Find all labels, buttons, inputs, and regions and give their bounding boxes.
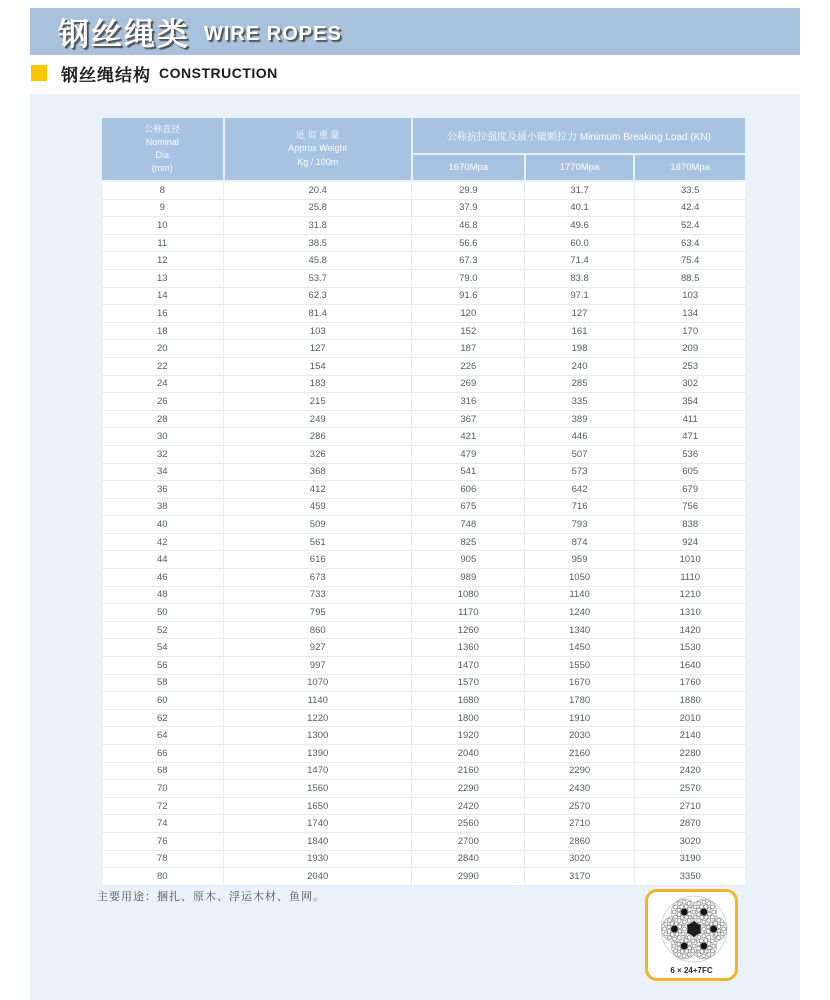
mbl-1670-cell: 91.6 (412, 287, 525, 305)
dia-cell: 20 (101, 340, 224, 358)
table-row (101, 745, 746, 763)
table-row (101, 533, 746, 551)
header-approx-weight-en2: Kg / 100m (297, 156, 339, 167)
mbl-1770-cell: 1910 (525, 709, 635, 727)
table-row (101, 287, 746, 305)
mbl-1670-cell: 421 (412, 428, 525, 446)
weight-cell: 927 (224, 639, 412, 657)
page-title-chinese: 钢丝绳类 (58, 17, 190, 52)
dia-cell: 16 (101, 305, 224, 323)
table-row (101, 305, 746, 323)
mbl-1870-cell: 2140 (634, 727, 746, 745)
mbl-1870-cell: 3350 (634, 868, 746, 886)
mbl-1870-cell: 924 (634, 533, 746, 551)
mbl-1670-cell: 1470 (412, 657, 525, 675)
mbl-1870-cell: 354 (634, 393, 746, 411)
mbl-1770-cell: 716 (525, 498, 635, 516)
mbl-1670-cell: 316 (412, 393, 525, 411)
weight-cell: 154 (224, 357, 412, 375)
mbl-1870-cell: 2420 (634, 762, 746, 780)
mbl-1670-cell: 37.9 (412, 199, 525, 217)
mbl-1770-cell: 573 (525, 463, 635, 481)
dia-cell: 74 (101, 815, 224, 833)
page-title-english: WIRE ROPES (204, 23, 342, 45)
weight-cell: 127 (224, 340, 412, 358)
table-row (101, 551, 746, 569)
table-row (101, 639, 746, 657)
main-uses-footnote: 主要用途：捆扎、原木、浮运木材、鱼网。 (97, 891, 325, 903)
mbl-1670-cell: 187 (412, 340, 525, 358)
header-nominal-dia-en1: Nominal (145, 136, 179, 147)
rope-cross-section-icon (655, 894, 733, 964)
mbl-1870-cell: 838 (634, 516, 746, 534)
dia-cell: 34 (101, 463, 224, 481)
weight-cell: 1740 (224, 815, 412, 833)
table-row (101, 569, 746, 587)
mbl-1870-cell: 2570 (634, 780, 746, 798)
mbl-1870-cell: 2010 (634, 709, 746, 727)
mbl-1770-cell: 3170 (525, 868, 635, 886)
dia-cell: 28 (101, 410, 224, 428)
weight-cell: 249 (224, 410, 412, 428)
mbl-1870-cell: 1640 (634, 657, 746, 675)
dia-cell: 76 (101, 832, 224, 850)
mbl-1770-cell: 60.0 (525, 234, 635, 252)
weight-cell: 286 (224, 428, 412, 446)
mbl-1670-cell: 56.6 (412, 234, 525, 252)
weight-cell: 733 (224, 586, 412, 604)
table-row (101, 463, 746, 481)
mbl-1770-cell: 793 (525, 516, 635, 534)
header-1770mpa: 1770Mpa (525, 154, 635, 181)
mbl-1670-cell: 120 (412, 305, 525, 323)
weight-cell: 183 (224, 375, 412, 393)
weight-cell: 1070 (224, 674, 412, 692)
mbl-1770-cell: 127 (525, 305, 635, 323)
dia-cell: 80 (101, 868, 224, 886)
mbl-1770-cell: 1240 (525, 604, 635, 622)
mbl-1770-cell: 97.1 (525, 287, 635, 305)
header-nominal-dia-en3: (mm) (151, 163, 173, 174)
mbl-1870-cell: 88.5 (634, 269, 746, 287)
mbl-1770-cell: 2290 (525, 762, 635, 780)
mbl-1870-cell: 3190 (634, 850, 746, 868)
dia-cell: 32 (101, 445, 224, 463)
mbl-1870-cell: 1760 (634, 674, 746, 692)
dia-cell: 46 (101, 569, 224, 587)
table-row (101, 815, 746, 833)
mbl-1870-cell: 1110 (634, 569, 746, 587)
mbl-1770-cell: 2160 (525, 745, 635, 763)
table-row (101, 586, 746, 604)
table-row (101, 516, 746, 534)
table-row (101, 393, 746, 411)
weight-cell: 795 (224, 604, 412, 622)
table-row (101, 199, 746, 217)
mbl-1670-cell: 29.9 (412, 181, 525, 199)
mbl-1770-cell: 1780 (525, 692, 635, 710)
table-row (101, 498, 746, 516)
mbl-1670-cell: 79.0 (412, 269, 525, 287)
weight-cell: 1470 (224, 762, 412, 780)
mbl-1670-cell: 367 (412, 410, 525, 428)
mbl-1870-cell: 1210 (634, 586, 746, 604)
table-row (101, 727, 746, 745)
table-row (101, 481, 746, 499)
mbl-1770-cell: 874 (525, 533, 635, 551)
mbl-1870-cell: 302 (634, 375, 746, 393)
weight-cell: 561 (224, 533, 412, 551)
mbl-1670-cell: 67.3 (412, 252, 525, 270)
dia-cell: 52 (101, 621, 224, 639)
table-row (101, 340, 746, 358)
weight-cell: 673 (224, 569, 412, 587)
mbl-1870-cell: 170 (634, 322, 746, 340)
header-approx-weight (224, 117, 412, 181)
mbl-1870-cell: 103 (634, 287, 746, 305)
weight-cell: 1840 (224, 832, 412, 850)
mbl-1670-cell: 1800 (412, 709, 525, 727)
wire-rope-spec-table (100, 116, 747, 886)
table-row (101, 234, 746, 252)
mbl-1870-cell: 2870 (634, 815, 746, 833)
dia-cell: 11 (101, 234, 224, 252)
header-nominal-dia-en2: Dia (155, 150, 170, 160)
mbl-1670-cell: 2160 (412, 762, 525, 780)
dia-cell: 22 (101, 357, 224, 375)
weight-cell: 1140 (224, 692, 412, 710)
weight-cell: 509 (224, 516, 412, 534)
section-title-english: CONSTRUCTION (159, 65, 278, 81)
header-1670mpa: 1670Mpa (412, 154, 525, 181)
dia-cell: 56 (101, 657, 224, 675)
dia-cell: 72 (101, 797, 224, 815)
dia-cell: 50 (101, 604, 224, 622)
table-row (101, 762, 746, 780)
mbl-1770-cell: 642 (525, 481, 635, 499)
table-body (101, 181, 746, 885)
mbl-1770-cell: 1050 (525, 569, 635, 587)
dia-cell: 24 (101, 375, 224, 393)
mbl-1870-cell: 209 (634, 340, 746, 358)
weight-cell: 1930 (224, 850, 412, 868)
mbl-1770-cell: 3020 (525, 850, 635, 868)
mbl-1670-cell: 675 (412, 498, 525, 516)
mbl-1870-cell: 471 (634, 428, 746, 446)
dia-cell: 12 (101, 252, 224, 270)
mbl-1870-cell: 605 (634, 463, 746, 481)
table-row (101, 850, 746, 868)
mbl-1870-cell: 1420 (634, 621, 746, 639)
mbl-1770-cell: 2710 (525, 815, 635, 833)
weight-cell: 53.7 (224, 269, 412, 287)
rope-construction-box (645, 889, 738, 981)
mbl-1770-cell: 31.7 (525, 181, 635, 199)
weight-cell: 368 (224, 463, 412, 481)
mbl-1870-cell: 134 (634, 305, 746, 323)
mbl-1870-cell: 411 (634, 410, 746, 428)
table-row (101, 410, 746, 428)
weight-cell: 45.8 (224, 252, 412, 270)
mbl-1670-cell: 2040 (412, 745, 525, 763)
mbl-1670-cell: 1080 (412, 586, 525, 604)
dia-cell: 48 (101, 586, 224, 604)
table-row (101, 780, 746, 798)
mbl-1770-cell: 1670 (525, 674, 635, 692)
table-row (101, 322, 746, 340)
mbl-1670-cell: 2560 (412, 815, 525, 833)
weight-cell: 215 (224, 393, 412, 411)
mbl-1870-cell: 253 (634, 357, 746, 375)
mbl-1670-cell: 1360 (412, 639, 525, 657)
mbl-1670-cell: 825 (412, 533, 525, 551)
mbl-1870-cell: 2710 (634, 797, 746, 815)
dia-cell: 66 (101, 745, 224, 763)
mbl-1770-cell: 49.6 (525, 217, 635, 235)
mbl-1770-cell: 1550 (525, 657, 635, 675)
header-approx-weight-en1: Approx Weight (288, 143, 348, 154)
mbl-1870-cell: 3020 (634, 832, 746, 850)
mbl-1670-cell: 479 (412, 445, 525, 463)
mbl-1670-cell: 46.8 (412, 217, 525, 235)
dia-cell: 38 (101, 498, 224, 516)
mbl-1670-cell: 905 (412, 551, 525, 569)
weight-cell: 2040 (224, 868, 412, 886)
mbl-1770-cell: 2030 (525, 727, 635, 745)
table-row (101, 375, 746, 393)
mbl-1770-cell: 1450 (525, 639, 635, 657)
dia-cell: 58 (101, 674, 224, 692)
mbl-1870-cell: 1530 (634, 639, 746, 657)
mbl-1770-cell: 1340 (525, 621, 635, 639)
header-nominal-dia (101, 117, 224, 181)
weight-cell: 616 (224, 551, 412, 569)
mbl-1770-cell: 389 (525, 410, 635, 428)
mbl-1670-cell: 152 (412, 322, 525, 340)
mbl-1770-cell: 446 (525, 428, 635, 446)
table-row (101, 445, 746, 463)
table-header (101, 117, 746, 181)
header-approx-weight-cn: 近 似 重 量 (295, 130, 340, 141)
mbl-1870-cell: 63.4 (634, 234, 746, 252)
mbl-1870-cell: 52.4 (634, 217, 746, 235)
table-row (101, 868, 746, 886)
mbl-1670-cell: 2290 (412, 780, 525, 798)
dia-cell: 14 (101, 287, 224, 305)
dia-cell: 54 (101, 639, 224, 657)
weight-cell: 1220 (224, 709, 412, 727)
dia-cell: 70 (101, 780, 224, 798)
weight-cell: 1300 (224, 727, 412, 745)
table-row (101, 181, 746, 199)
weight-cell: 103 (224, 322, 412, 340)
mbl-1670-cell: 748 (412, 516, 525, 534)
mbl-1770-cell: 198 (525, 340, 635, 358)
weight-cell: 1390 (224, 745, 412, 763)
mbl-1770-cell: 71.4 (525, 252, 635, 270)
mbl-1770-cell: 2430 (525, 780, 635, 798)
dia-cell: 36 (101, 481, 224, 499)
dia-cell: 8 (101, 181, 224, 199)
dia-cell: 60 (101, 692, 224, 710)
section-title-chinese: 钢丝绳结构 (61, 65, 151, 85)
mbl-1670-cell: 2840 (412, 850, 525, 868)
table-row (101, 832, 746, 850)
mbl-1870-cell: 756 (634, 498, 746, 516)
table-row (101, 604, 746, 622)
page-title-band (30, 8, 800, 55)
table-row (101, 269, 746, 287)
dia-cell: 30 (101, 428, 224, 446)
dia-cell: 44 (101, 551, 224, 569)
table-row (101, 217, 746, 235)
mbl-1670-cell: 1170 (412, 604, 525, 622)
mbl-1770-cell: 335 (525, 393, 635, 411)
table-row (101, 657, 746, 675)
table-row (101, 692, 746, 710)
yellow-bullet-icon (31, 65, 47, 81)
mbl-1670-cell: 2990 (412, 868, 525, 886)
table-row (101, 357, 746, 375)
mbl-1870-cell: 42.4 (634, 199, 746, 217)
mbl-1770-cell: 2570 (525, 797, 635, 815)
dia-cell: 64 (101, 727, 224, 745)
mbl-1870-cell: 2280 (634, 745, 746, 763)
mbl-1870-cell: 75.4 (634, 252, 746, 270)
dia-cell: 18 (101, 322, 224, 340)
weight-cell: 81.4 (224, 305, 412, 323)
weight-cell: 860 (224, 621, 412, 639)
weight-cell: 1650 (224, 797, 412, 815)
mbl-1670-cell: 989 (412, 569, 525, 587)
mbl-1770-cell: 83.8 (525, 269, 635, 287)
dia-cell: 42 (101, 533, 224, 551)
weight-cell: 997 (224, 657, 412, 675)
mbl-1770-cell: 240 (525, 357, 635, 375)
section-heading (31, 63, 278, 83)
mbl-1770-cell: 161 (525, 322, 635, 340)
mbl-1670-cell: 2700 (412, 832, 525, 850)
mbl-1870-cell: 679 (634, 481, 746, 499)
dia-cell: 68 (101, 762, 224, 780)
weight-cell: 459 (224, 498, 412, 516)
weight-cell: 326 (224, 445, 412, 463)
mbl-1670-cell: 2420 (412, 797, 525, 815)
mbl-1770-cell: 507 (525, 445, 635, 463)
mbl-1770-cell: 40.1 (525, 199, 635, 217)
header-breaking-load-group: 公称抗拉强度及最小破断拉力 Minimum Breaking Load (KN) (412, 117, 746, 154)
mbl-1670-cell: 1920 (412, 727, 525, 745)
weight-cell: 412 (224, 481, 412, 499)
header-1870mpa: 1870Mpa (634, 154, 746, 181)
mbl-1670-cell: 606 (412, 481, 525, 499)
dia-cell: 10 (101, 217, 224, 235)
dia-cell: 78 (101, 850, 224, 868)
mbl-1670-cell: 269 (412, 375, 525, 393)
mbl-1670-cell: 541 (412, 463, 525, 481)
weight-cell: 38.5 (224, 234, 412, 252)
mbl-1770-cell: 959 (525, 551, 635, 569)
mbl-1770-cell: 285 (525, 375, 635, 393)
mbl-1670-cell: 1570 (412, 674, 525, 692)
weight-cell: 62.3 (224, 287, 412, 305)
mbl-1870-cell: 536 (634, 445, 746, 463)
mbl-1870-cell: 1310 (634, 604, 746, 622)
mbl-1770-cell: 1140 (525, 586, 635, 604)
table-row (101, 709, 746, 727)
rope-construction-label: 6 × 24+7FC (670, 966, 713, 975)
header-nominal-dia-cn: 公称直径 (144, 123, 181, 134)
table-row (101, 621, 746, 639)
table-row (101, 428, 746, 446)
mbl-1870-cell: 1010 (634, 551, 746, 569)
weight-cell: 20.4 (224, 181, 412, 199)
dia-cell: 9 (101, 199, 224, 217)
dia-cell: 26 (101, 393, 224, 411)
dia-cell: 40 (101, 516, 224, 534)
dia-cell: 62 (101, 709, 224, 727)
table-row (101, 674, 746, 692)
table-row (101, 797, 746, 815)
mbl-1670-cell: 226 (412, 357, 525, 375)
weight-cell: 1560 (224, 780, 412, 798)
mbl-1870-cell: 33.5 (634, 181, 746, 199)
weight-cell: 31.8 (224, 217, 412, 235)
mbl-1770-cell: 2860 (525, 832, 635, 850)
table-row (101, 252, 746, 270)
mbl-1670-cell: 1680 (412, 692, 525, 710)
dia-cell: 13 (101, 269, 224, 287)
weight-cell: 25.8 (224, 199, 412, 217)
mbl-1670-cell: 1260 (412, 621, 525, 639)
mbl-1870-cell: 1880 (634, 692, 746, 710)
